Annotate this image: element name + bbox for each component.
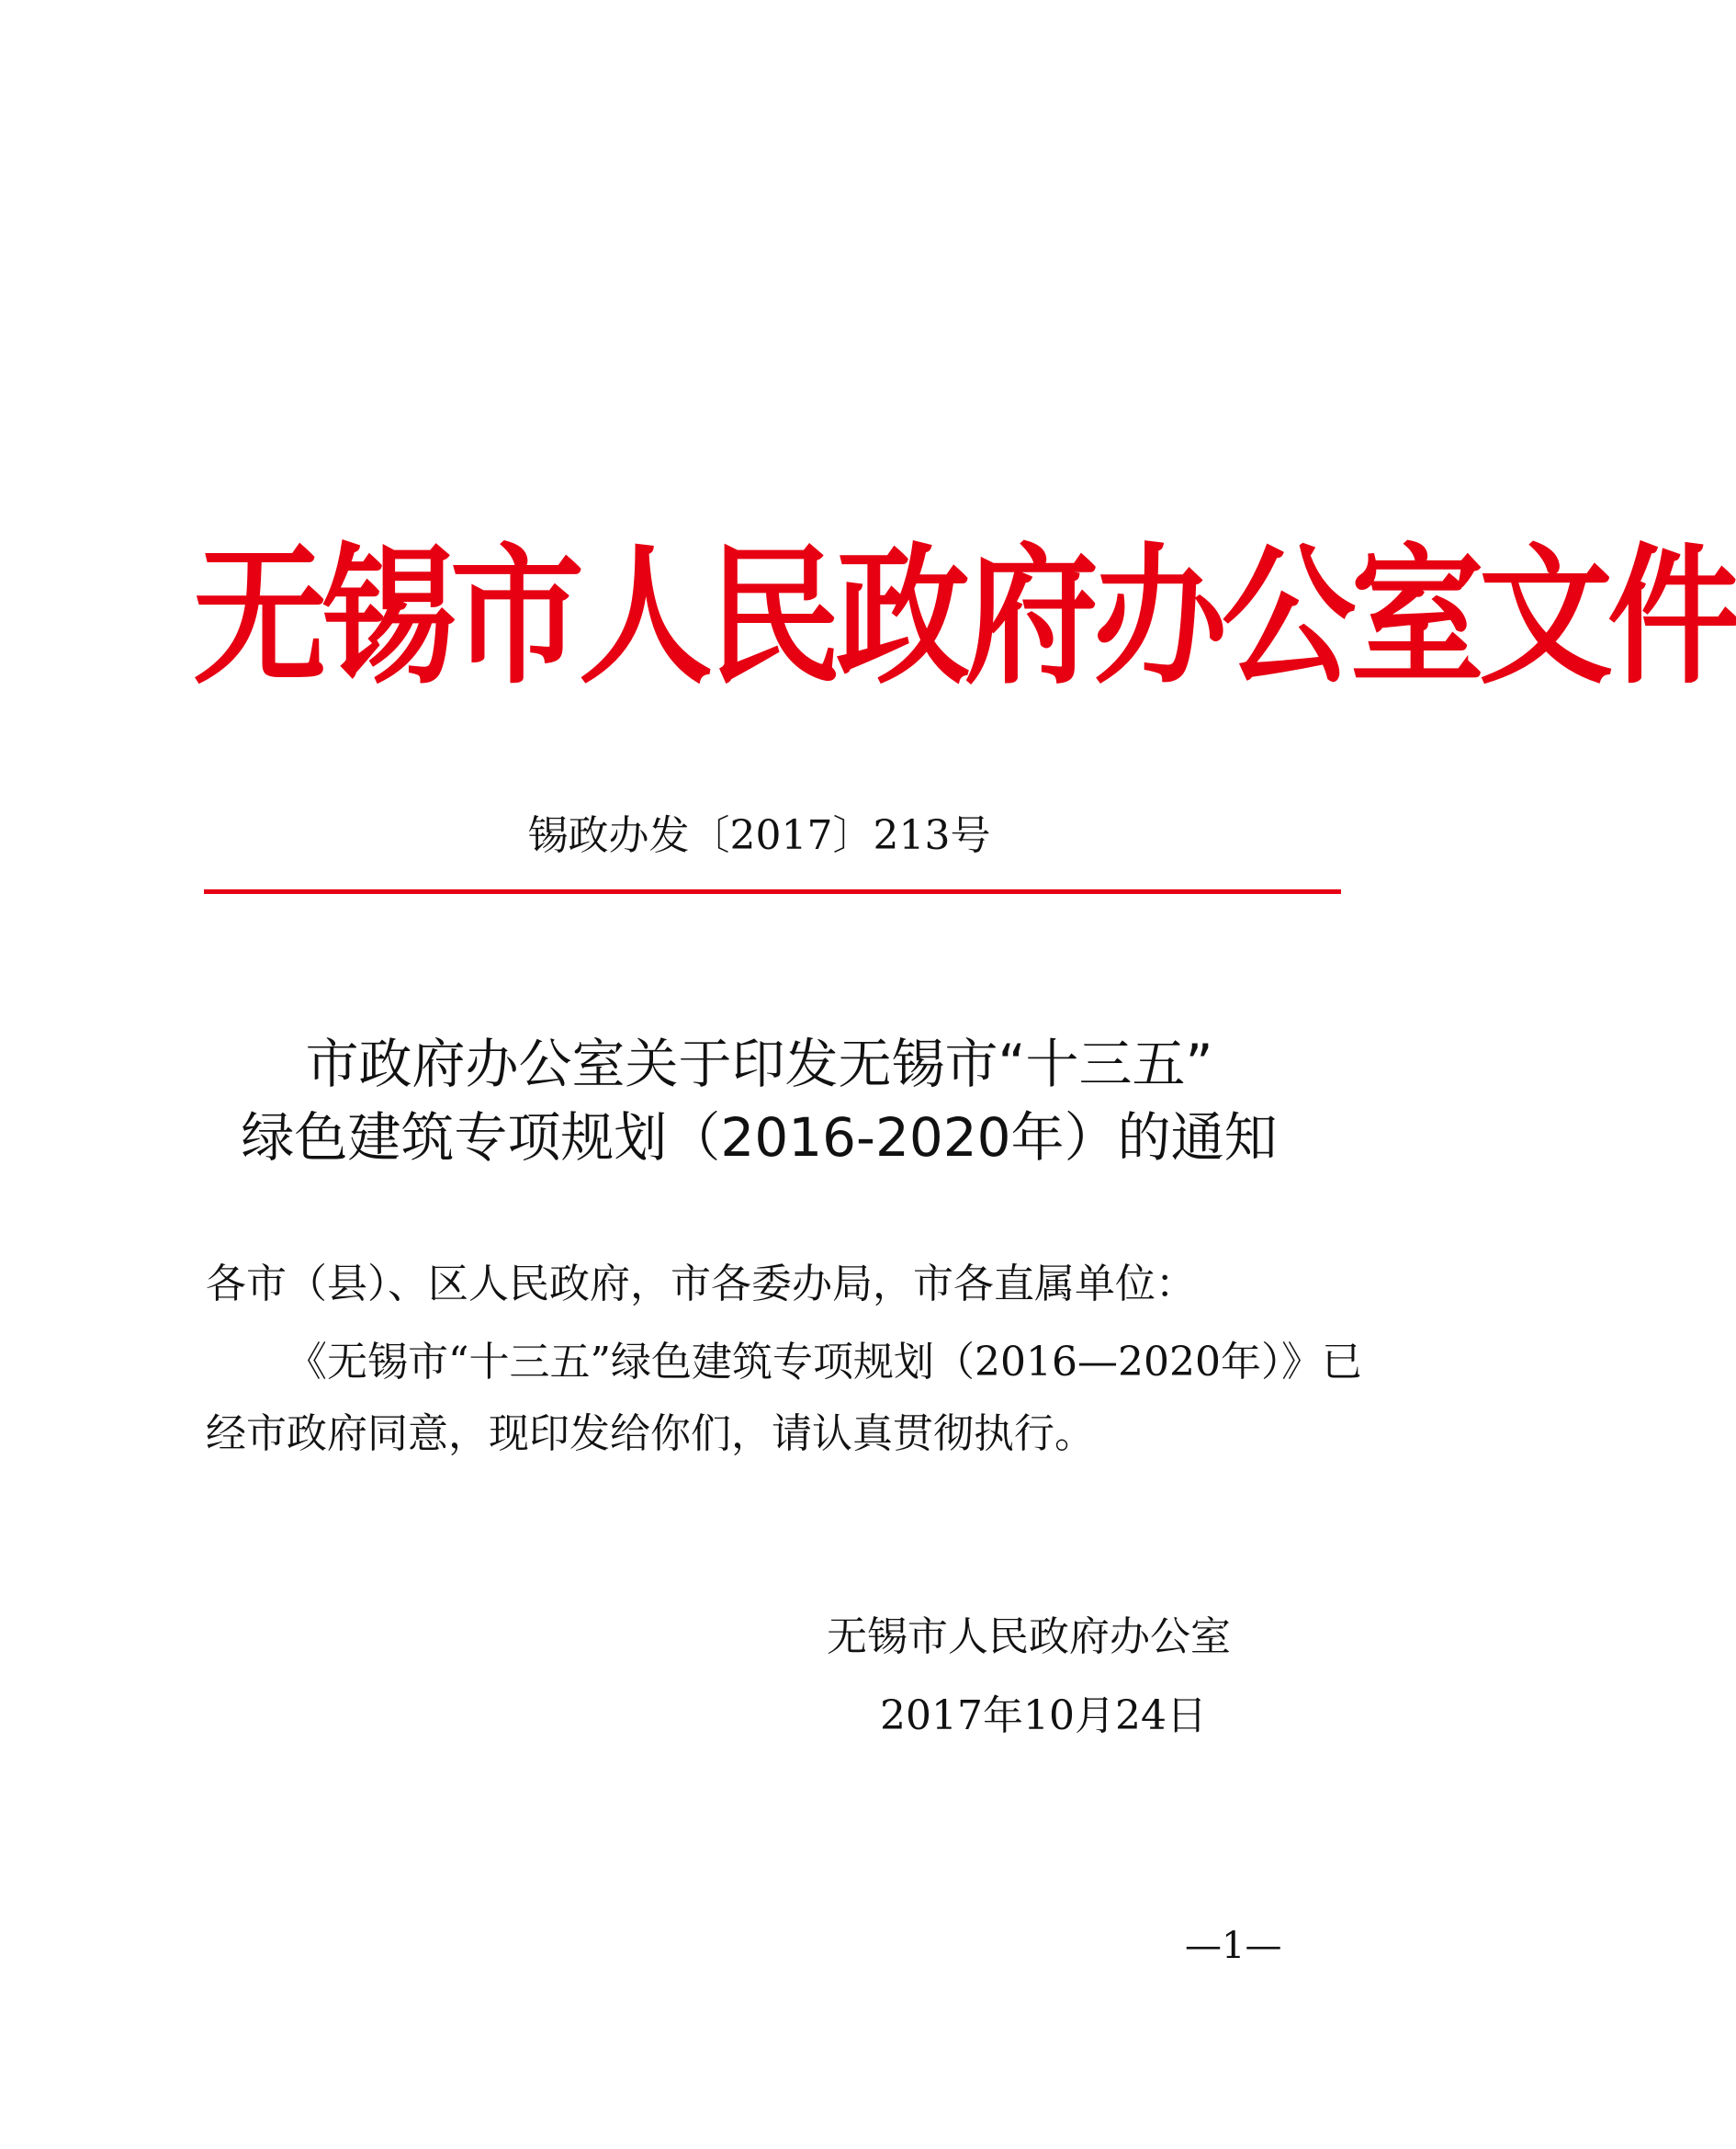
document-number: 锡政办发〔2017〕213号 [527,812,991,859]
issuer-signature: 无锡市人民政府办公室 [827,1613,1231,1660]
notice-title-line-1: 市政府办公室关于印发无锡市“十三五” [305,1033,1213,1095]
body-line-1: 《无锡市“十三五”绿色建筑专项规划（2016—2020年）》已 [287,1339,1362,1386]
red-separator-line [204,889,1341,894]
notice-title-line-2: 绿色建筑专项规划（2016-2020年）的通知 [241,1106,1278,1169]
body-line-2: 经市政府同意，现印发给你们，请认真贯彻执行。 [206,1410,1095,1457]
addressee-line: 各市（县）、区人民政府，市各委办局，市各直属单位： [206,1261,1196,1307]
page-number: —1— [1185,1925,1282,1967]
notice-title [0,1027,1518,1174]
body-paragraph [206,1327,1362,1470]
masthead-title: 无锡市人民政府办公室文件 [193,529,1736,706]
issue-date: 2017年10月24日 [880,1692,1207,1739]
